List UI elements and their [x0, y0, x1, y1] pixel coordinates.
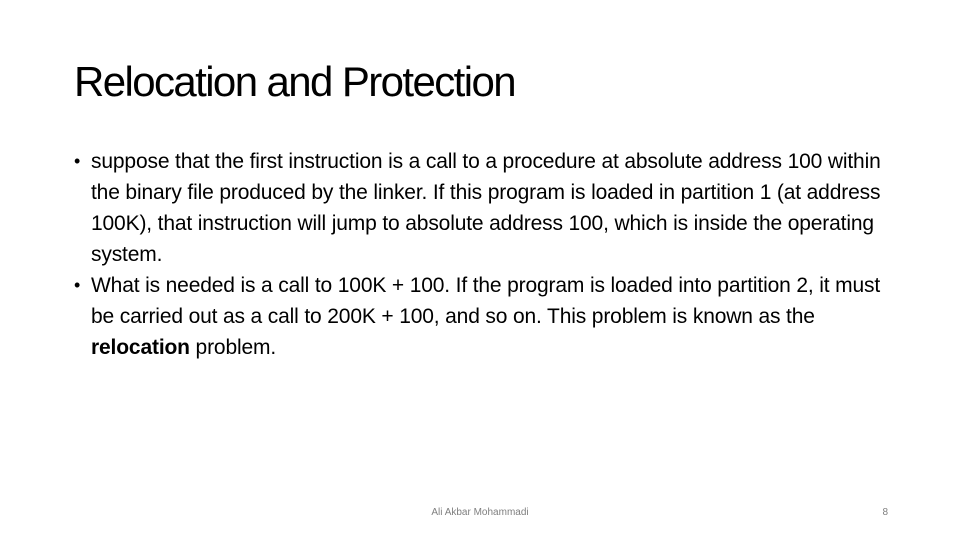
slide-body [74, 146, 884, 363]
bullet-marker: • [74, 151, 81, 171]
bullet-marker: • [74, 275, 81, 295]
footer-author: Ali Akbar Mohammadi [431, 507, 529, 518]
bullet-item [74, 270, 884, 363]
bullet-text: suppose that the first instruction is a call to a procedure at absolute address 100 within the binary file produced by the linker. If this program is loaded in partition 1 (at address 100K), that instruction will jump to absolute address 100, which is inside the operating system. [91, 150, 881, 266]
bullet-text-before: What is needed is a call to 100K + 100. If the program is loaded into partition 2, it must be carried out as a call to 200K + 100, and so on. This problem is known as the [91, 274, 881, 328]
bullet-text-after: problem. [189, 336, 277, 359]
page-number: 8 [882, 507, 888, 518]
slide-title: Relocation and Protection [74, 58, 515, 105]
bullet-bold-term: relocation [91, 336, 190, 359]
bullet-item [74, 146, 884, 270]
